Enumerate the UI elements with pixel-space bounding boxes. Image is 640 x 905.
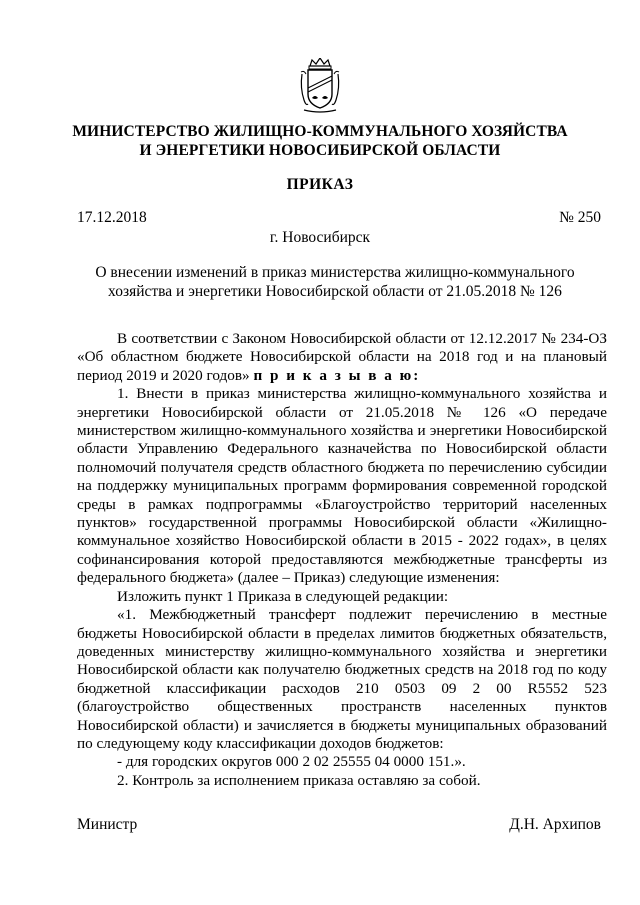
body-paragraph-3: «1. Межбюджетный трансферт подлежит перечислению в местные бюджеты Новосибирской области в пределах лимитов бюджетных обязательств, доведенных министерству жилищно-коммунального хозяйства и энергетики Новосибирской области как получателю бюджетных средств на 2018 год по коду бюджетной классификации расходов 210 0503 09 2 00 R5552 523 (благоустройство общественных пространств населенных пунктов Новосибирской области) и зачисляется в бюджеты муниципальных образований по следующему коду классификации доходов бюджетов: [77,606,607,752]
body-paragraph-5: 2. Контроль за исполнением приказа оставляю за собой. [117,771,481,789]
ministry-name-line2: И ЭНЕРГЕТИКИ НОВОСИБИРСКОЙ ОБЛАСТИ [139,142,501,159]
document-date: 17.12.2018 [77,209,147,226]
body-paragraph-4: - для городских округов 000 2 02 25555 04 0000 151.». [117,753,466,771]
order-keyword: п р и к а з ы в а ю: [253,366,421,384]
document-city: г. Новосибирск [269,229,371,246]
document-body [77,330,607,790]
preamble-text: В соответствии с Законом Новосибирской области от 12.12.2017 № 234-ОЗ «Об областном бюджете Новосибирской области на 2018 год и на плановый период 2019 и 2020 годов» [77,330,607,384]
body-paragraph-preamble [77,330,607,385]
document-subject [90,263,580,301]
subject-line1: О внесении изменений в приказ министерства жилищно-коммунального [95,264,575,281]
body-paragraph-1: 1. Внести в приказ министерства жилищно-коммунального хозяйства и энергетики Новосибирской области от 21.05.2018 № 126 «О передаче министерством жилищно-коммунального хозяйства и энергетики Новосибирской области Управлению Федерального казначейства по Новосибирской области полномочий получателя средств областного бюджета по перечислению субсидии на поддержку муниципальных программ формирования современной городской среды в рамках подпрограммы «Благоустройство территорий населенных пунктов» государственной программы Новосибирской области «Жилищно-коммунальное хозяйство Новосибирской области в 2015 - 2022 годах», в целях софинансирования которой предоставляются межбюджетные трансферты из федерального бюджета» (далее – Приказ) следующие изменения: [77,385,607,587]
ministry-name [20,122,620,160]
document-number: № 250 [559,209,601,226]
coat-of-arms-emblem [298,58,342,114]
signer-name: Д.Н. Архипов [509,816,601,833]
body-paragraph-2: Изложить пункт 1 Приказа в следующей редакции: [117,587,449,605]
ministry-name-line1: МИНИСТЕРСТВО ЖИЛИЩНО-КОММУНАЛЬНОГО ХОЗЯЙСТВА [72,123,568,140]
signer-role: Министр [77,816,138,833]
document-type-title: ПРИКАЗ [286,176,354,193]
subject-line2: хозяйства и энергетики Новосибирской области от 21.05.2018 № 126 [108,283,562,300]
